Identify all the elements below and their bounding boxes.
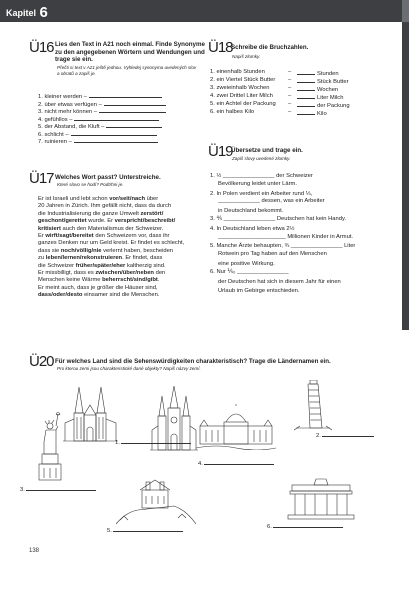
exercise-19-number: Ü19 [208,143,233,160]
exercise-19-line: Rotwein pro Tag haben auf den Menschen [218,251,327,258]
statue-of-liberty-sketch-image [36,412,66,482]
exercise-19-line: 4. In Deutschland leben etwa 2½ [210,225,295,232]
leaning-tower-sketch-image [294,380,332,432]
exercise-19-line: 5. Manche Ärzte behaupten, ¾ ________________ Liter [210,243,356,250]
word-choice[interactable]: vor/seit/nach [109,196,145,202]
word-choice[interactable]: kritisiert [38,225,61,232]
answer-blank[interactable] [297,77,315,83]
exercise-20-subtitle: Pro kterou zemi jsou charakteristické dané objekty? Napiš názvy zemí. [57,366,201,371]
exercise-18-item: 2. ein Viertel Stück Butter [210,77,276,83]
castle-on-hill-sketch-image [116,476,196,526]
exercise-17-line: 20 Jahren in Zürich. Ihm gefällt nicht, dass da durch [38,203,172,210]
caption-4: 4. [198,459,274,467]
word-choice[interactable]: verspricht/beschreibt/ [114,218,176,225]
answer-blank[interactable] [297,101,315,107]
exercise-18-answer: der Packung [297,101,350,110]
word-choice[interactable]: geschont/gerettet [38,218,87,225]
caption-2: 2. [316,431,374,439]
exercise-18-answer: Liter Milch [297,93,343,102]
word-choice[interactable]: dass/oder/desto [38,292,83,299]
exercise-20-number: Ü20 [29,353,54,370]
exercise-16-subtitle: Přečti si text v A21 ještě jednou. Vyhledej synonyma uvedených slov a obratů a zapiš je. [57,65,197,76]
exercise-18-item: 6. ein halbes Kilo [210,109,255,115]
exercise-17-line: kritisiert auch den Materialismus der Schweizer. [38,225,164,232]
exercise-16-title: Lies den Text in A21 noch einmal. Finde Synonyme zu den angegebenen Wörtern und Wendungen und trage sie ein. [55,41,205,63]
exercise-18-item: 5. ein Achtel der Packung [210,101,276,107]
dash: – [288,101,292,107]
exercise-17-line: Er meint auch, dass je größer die Häuser sind, [38,284,158,291]
page-number: 138 [29,548,40,554]
exercise-18-item: 4. zwei Drittel Liter Milch [210,93,273,99]
chapter-number: 6 [39,4,48,21]
exercise-16-number: Ü16 [29,39,54,56]
exercise-17-line: Er ist Israeli und lebt schon vor/seit/nach über [38,196,159,202]
exercise-18-answer: Stück Butter [297,77,349,86]
answer-blank[interactable] [99,107,166,113]
exercise-17-line: die Schweizer früher/später/eher kaltherzig sind. [38,262,166,269]
exercise-19-subtitle: Zapiš slovy uvedené zlomky. [232,156,291,161]
word-choice[interactable]: früher/später/eher [75,262,126,269]
exercise-17-line: ganzes Denken nur um Geld kreist. Er findet es schlecht, [38,240,185,247]
caption-5: 5. [107,526,183,534]
church-spires-sketch-image [150,386,198,452]
answer-blank[interactable] [74,115,158,121]
dash: – [288,109,292,115]
answer-blank[interactable] [297,93,315,99]
answer-blank[interactable] [106,122,162,128]
exercise-17-line: dass sie noch/völlig/nie verlernt haben, bescheiden [38,247,174,254]
exercise-19-line: _____________ dessen, was ein Arbeiter [218,198,325,205]
exercise-17-line: Er wirft/sagt/bereitet den Schweizern vor, dass ihr [38,233,170,240]
exercise-19-line: 6. Nur ⅕₀ ________________ [210,268,289,275]
caption-6: 6. [267,522,343,530]
exercise-17-line: die Industrialisierung die ganze Umwelt zerstört/ [38,210,164,217]
caption-1: 1. [115,438,191,446]
exercise-16-item: 4. gefühllos – [38,115,159,124]
dash: – [288,93,292,99]
answer-blank[interactable] [297,85,315,91]
exercise-18-answer: Wochen [297,85,338,94]
word-choice[interactable]: wirft/sagt/bereitet [45,233,94,240]
word-choice[interactable]: leben/lernen/rekonstruieren [45,255,123,262]
chapter-header-bar [0,0,409,22]
answer-blank[interactable] [89,92,162,98]
exercise-20-title: Für welches Land sind die Sehenswürdigkeiten charakteristisch? Trage die Ländernamen ein. [55,358,331,365]
word-choice[interactable]: beherrscht/sind/gibt [102,277,158,284]
exercise-19-line: eine positive Wirkung. [218,261,275,267]
exercise-17-title: Welches Wort passt? Unterstreiche. [55,174,161,181]
exercise-16-item: 5. der Abstand, die Kluft – [38,122,162,131]
chapter-label: Kapitel 6 [6,4,48,21]
word-choice[interactable]: zwischen/über/neben [95,270,154,277]
exercise-18-subtitle: Napiš zlomky. [232,54,261,59]
exercise-17-line: dass/oder/desto einsamer sind die Menschen. [38,292,160,299]
exercise-16-item: 7. ruinieren – [38,137,158,146]
exercise-17-line: Menschen keine Wärme beherrscht/sind/gibt. [38,277,160,284]
dash: – [288,85,292,91]
word-choice[interactable]: noch/völlig/nie [60,247,102,254]
exercise-17-line: geschont/gerettet wurde. Er verspricht/beschreibt/ [38,218,176,225]
exercise-18-item: 1. einenhalb Stunden [210,69,265,75]
exercise-19-line: _____________________ Millionen Kinder in Armut. [218,233,354,240]
exercise-18-answer: Kilo [297,109,327,118]
exercise-19-line: 2. In Polen verdient ein Arbeiter rund ⅓, [210,190,313,197]
exercise-17-text [38,196,213,300]
answer-blank[interactable] [297,69,315,75]
exercise-16-item: 2. über etwas verfügen – [38,100,166,109]
parliament-sketch-image [196,404,276,450]
exercise-18-title: Schreibe die Bruchzahlen. [231,44,309,51]
exercise-17-number: Ü17 [29,170,54,187]
exercise-19-line: Bevölkerung leidet unter Lärm. [218,180,297,187]
brandenburg-gate-sketch-image [286,477,356,521]
exercise-18-number: Ü18 [208,39,233,56]
exercise-17-subtitle: Které slovo se hodí? Podtrhni je. [57,182,124,187]
exercise-16-item: 1. kleiner werden – [38,92,162,101]
page-edge-tab [402,0,409,590]
cathedral-sketch-image [63,385,118,443]
caption-3: 3. [20,485,96,493]
exercise-16-item: 6. schlicht – [38,130,157,139]
exercise-18-item: 3. zweieinhalb Wochen [210,85,270,91]
exercise-17-line: Er missbilligt, dass es zwischen/über/neben den [38,270,166,277]
exercise-17-line: zu leben/lernen/rekonstruieren. Er findet, dass [38,255,163,262]
dash: – [288,69,292,75]
exercise-19-line: der Deutschen hat sich in diesem Jahr für einen [218,278,341,285]
exercise-19-title: Übersetze und trage ein. [231,147,303,154]
exercise-18-answer: Stunden [297,69,339,78]
dash: – [288,77,292,83]
answer-blank[interactable] [297,109,315,115]
answer-blank[interactable] [74,137,158,143]
exercise-19-line: in Deutschland bekommt. [218,208,284,215]
answer-blank[interactable] [71,130,157,136]
exercise-19-line: 1. ½ ________________ der Schweizer [210,173,313,179]
exercise-19-line: 3. ⅘ ________________ Deutschen hat kein Handy. [210,216,347,222]
answer-blank[interactable] [104,100,166,106]
word-choice[interactable]: zerstört/ [140,210,164,217]
exercise-19-line: Urlaub im Gebirge entschieden. [218,288,300,295]
exercise-16-item: 3. nicht mehr können – [38,107,166,116]
